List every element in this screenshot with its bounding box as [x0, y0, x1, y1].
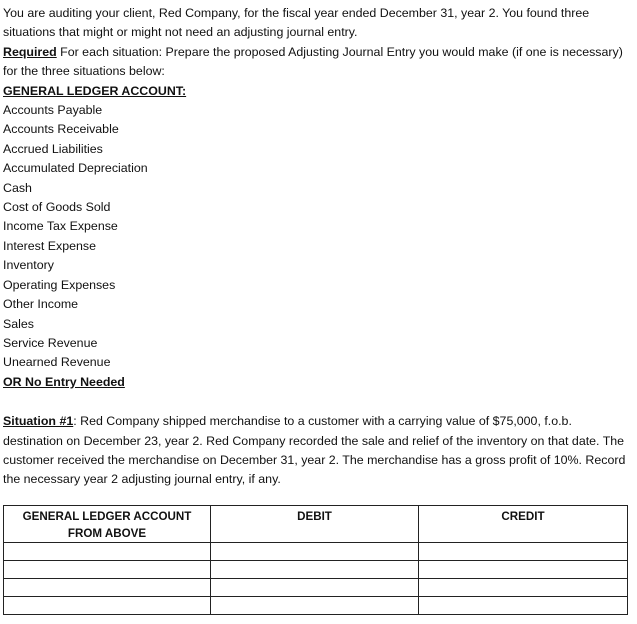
account-cell[interactable]	[4, 579, 211, 597]
debit-cell[interactable]	[211, 597, 419, 615]
situation-1-label: Situation #1	[3, 414, 74, 429]
account-item: Interest Expense	[3, 238, 96, 253]
account-item: Operating Expenses	[3, 277, 116, 292]
credit-cell[interactable]	[419, 579, 628, 597]
account-cell[interactable]	[4, 561, 211, 579]
credit-cell[interactable]	[419, 597, 628, 615]
account-item: Accounts Receivable	[3, 122, 119, 137]
gl-heading: GENERAL LEDGER ACCOUNT:	[3, 83, 187, 98]
document-page	[3, 4, 629, 490]
account-cell[interactable]	[4, 597, 211, 615]
required-text: For each situation: Prepare the proposed Adjusting Journal Entry you would make (if one is necessary) for the three situations below:	[3, 44, 623, 79]
account-item: Unearned Revenue	[3, 355, 111, 370]
table-row	[4, 543, 628, 561]
header-debit: DEBIT	[211, 506, 419, 543]
credit-cell[interactable]	[419, 543, 628, 561]
account-item: Inventory	[3, 258, 54, 273]
account-item: Service Revenue	[3, 335, 98, 350]
table-row	[4, 561, 628, 579]
intro-paragraph	[3, 4, 629, 43]
account-item: Accrued Liabilities	[3, 141, 103, 156]
credit-cell[interactable]	[419, 561, 628, 579]
spacer	[3, 392, 629, 412]
debit-cell[interactable]	[211, 561, 419, 579]
account-item: Sales	[3, 316, 34, 331]
journal-entry-table	[3, 505, 628, 615]
debit-cell[interactable]	[211, 579, 419, 597]
debit-cell[interactable]	[211, 543, 419, 561]
header-credit: CREDIT	[419, 506, 628, 543]
table-row	[4, 597, 628, 615]
required-label: Required	[3, 44, 57, 59]
account-item: Income Tax Expense	[3, 219, 118, 234]
account-cell[interactable]	[4, 543, 211, 561]
table-header-row	[4, 506, 628, 543]
intro-text: You are auditing your client, Red Company, for the fiscal year ended December 31, year 2. You found three situations that might or might not need an adjusting journal entry.	[3, 6, 590, 40]
header-account: GENERAL LEDGER ACCOUNT FROM ABOVE	[4, 506, 211, 543]
no-entry-option: OR No Entry Needed	[3, 374, 125, 389]
account-item: Accounts Payable	[3, 103, 103, 118]
situation-1-text: : Red Company shipped merchandise to a customer with a carrying value of $75,000, f.o.b. destination on December 23, year 2. Red Company recorded the sale and relief of the inventory on that date. The customer received the merchandise on December 31, year 2. The merchandise has a gross profit of 10%. Record the necessary year 2 adjusting journal entry, if any.	[3, 414, 626, 487]
account-item: Cost of Goods Sold	[3, 200, 111, 215]
situation-1-paragraph	[3, 412, 629, 490]
account-item: Other Income	[3, 297, 79, 312]
account-list	[3, 101, 629, 373]
required-paragraph	[3, 43, 629, 82]
account-item: Accumulated Depreciation	[3, 161, 148, 176]
table-row	[4, 579, 628, 597]
account-item: Cash	[3, 180, 32, 195]
